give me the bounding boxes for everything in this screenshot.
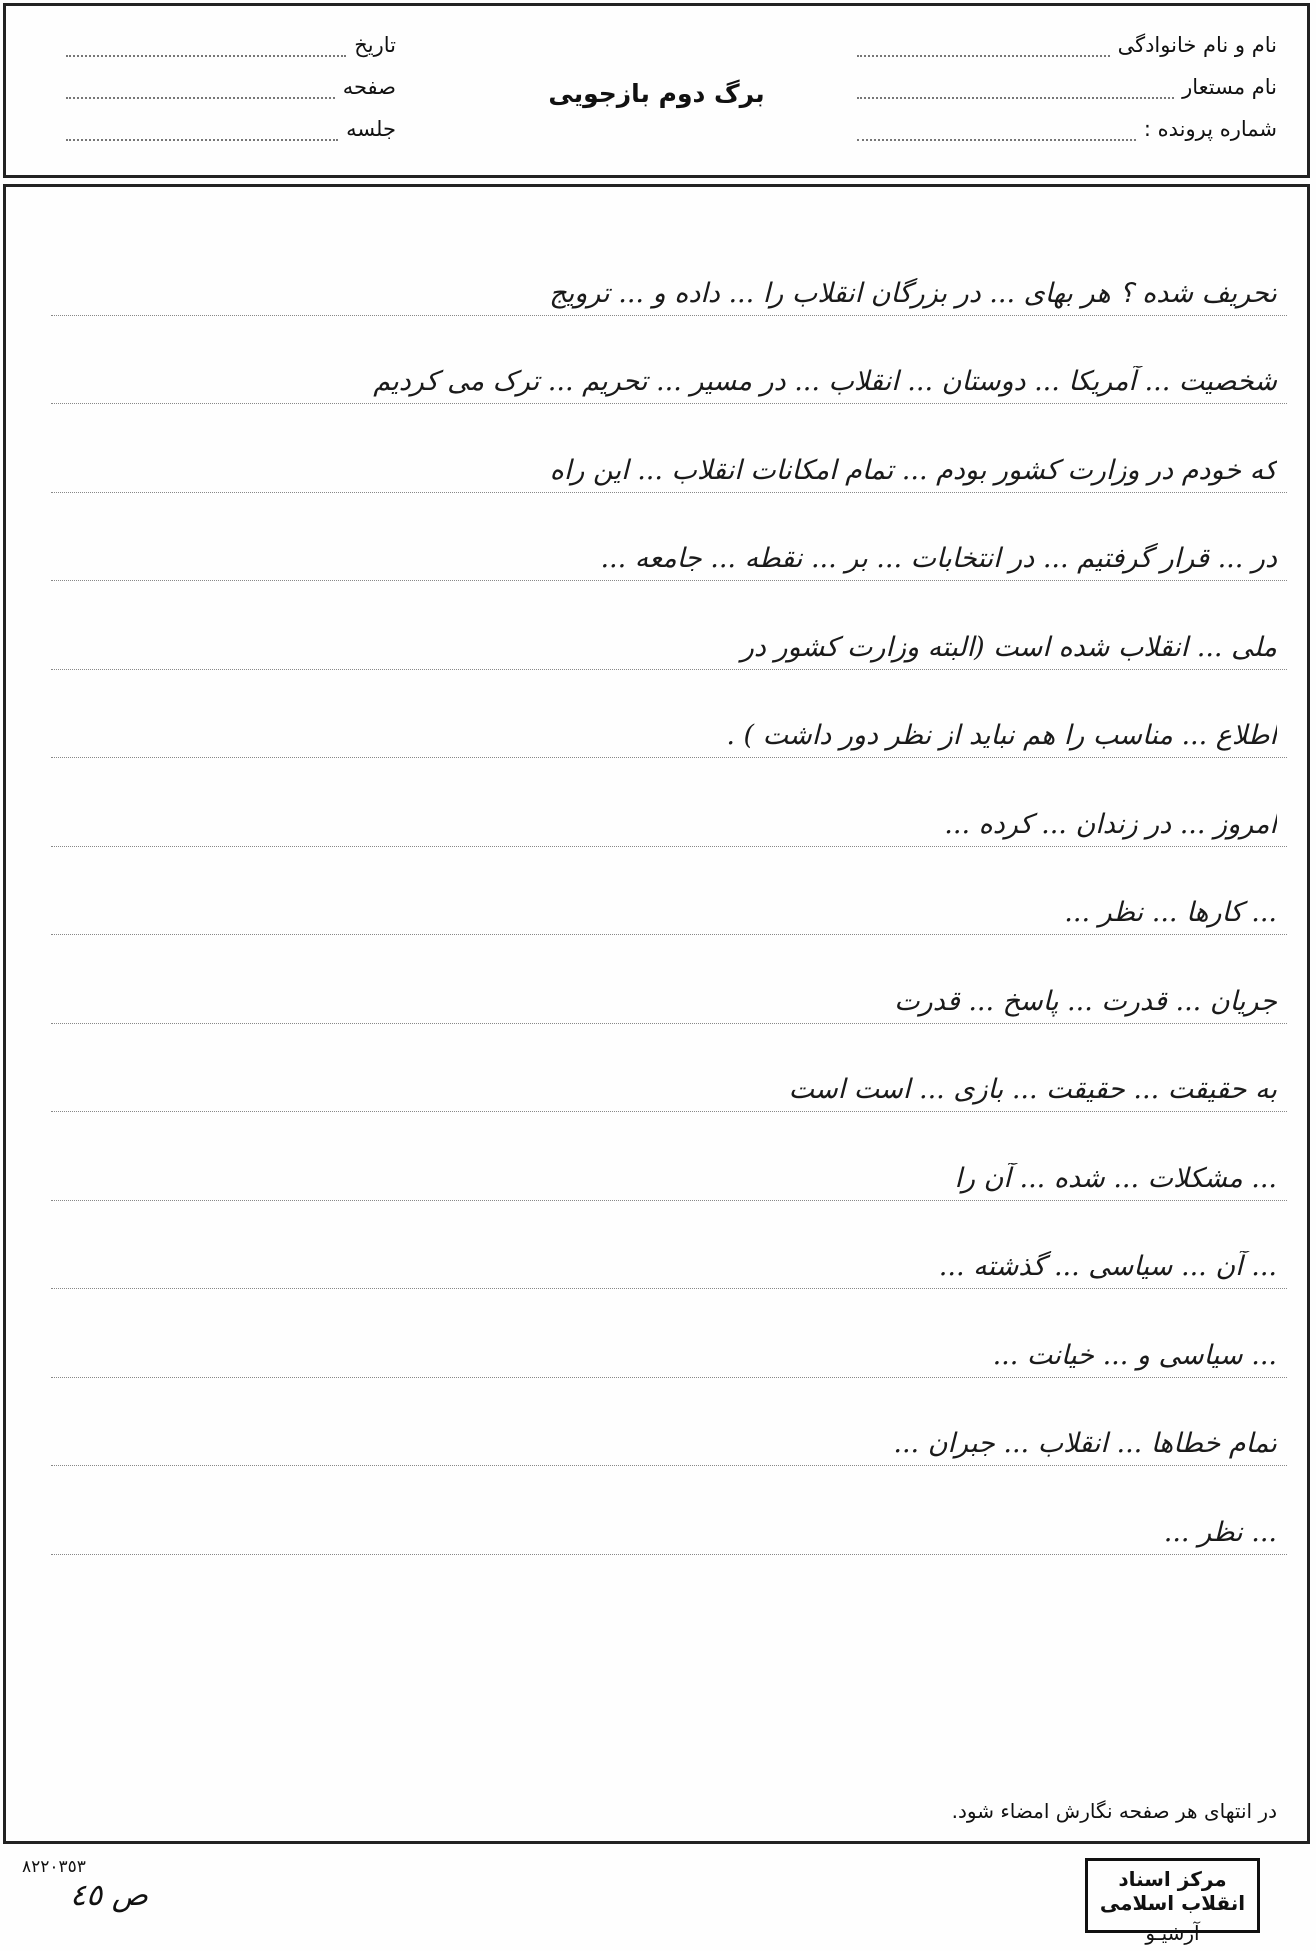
body-line (51, 758, 1287, 847)
handwritten-text: شخصیت ... آمریکا ... دوستان ... انقلاب ... در مسیر ... تحریم ... ترک می کردیم (373, 366, 1277, 397)
body-line (51, 404, 1287, 493)
body-line (51, 581, 1287, 670)
body-line (51, 1024, 1287, 1113)
body-line (51, 316, 1287, 405)
page-field-row (66, 66, 396, 108)
body-line (51, 847, 1287, 936)
header-left-fields (66, 24, 396, 150)
body-line (51, 1378, 1287, 1467)
handwritten-text: ملی ... انقلاب شده است (البته وزارت کشور در (740, 631, 1277, 663)
handwritten-text: تمام خطاها ... انقلاب ... جبران ... (893, 1428, 1277, 1459)
body-line (51, 1466, 1287, 1555)
handwritten-text: اطلاع ... مناسب را هم نباید از نظر دور داشت ) . (726, 720, 1277, 751)
date-label: تاریخ (354, 33, 396, 57)
handwritten-text: به حقیقت ... حقیقت ... بازی ... است است (788, 1074, 1277, 1105)
body-line (51, 1289, 1287, 1378)
body-line (51, 227, 1287, 316)
handwritten-text: ... مشکلات ... شده ... آن را (954, 1162, 1277, 1194)
handwritten-text: جریان ... قدرت ... پاسخ ... قدرت (894, 985, 1277, 1017)
file-number-field-line (857, 117, 1136, 141)
session-field-row (66, 108, 396, 150)
body-line (51, 935, 1287, 1024)
name-field-line (857, 33, 1110, 57)
signature-instruction: در انتهای هر صفحه نگارش امضاء شود. (951, 1799, 1277, 1823)
ruled-lines (51, 227, 1287, 1841)
file-number-field-row (857, 108, 1277, 150)
handwritten-text: امروز ... در زندان ... کرده ... (944, 808, 1277, 840)
body-line (51, 670, 1287, 759)
body-line (51, 1201, 1287, 1290)
stamp-org-name: مرکز اسناد انقلاب اسلامی (1099, 1867, 1246, 1915)
document-code: ٨٢٢٠٣٥٣ (22, 1857, 86, 1877)
date-field-row (66, 24, 396, 66)
session-label: جلسه (346, 117, 396, 141)
handwritten-text: تحریف شده ؟ هر بهای ... در بزرگان انقلاب را ... داده و ... ترویج (549, 277, 1277, 309)
stamp-archive-label: آرشیـو (1145, 1921, 1200, 1945)
handwritten-page-mark: ص ٤٥ (70, 1878, 149, 1913)
handwritten-text: ... سیاسی و ... خیانت ... (992, 1339, 1277, 1371)
handwritten-text: ... آن ... سیاسی ... گذشته ... (938, 1251, 1277, 1282)
form-header (3, 3, 1310, 178)
page-label: صفحه (342, 75, 396, 99)
archive-stamp (1085, 1858, 1260, 1945)
body-line (51, 493, 1287, 582)
date-field-line (66, 33, 346, 57)
name-field-row (857, 24, 1277, 66)
handwritten-text: ... کارها ... نظر ... (1064, 897, 1277, 928)
page-field-line (66, 75, 335, 99)
handwritten-text: ... نظر ... (1163, 1516, 1277, 1548)
handwritten-text: در ... قرار گرفتیم ... در انتخابات ... بر ... نقطه ... جامعه ... (600, 543, 1277, 574)
handwritten-text: که خودم در وزارت کشور بودم ... تمام امکانات انقلاب ... این راه (549, 454, 1277, 486)
form-title: برگ دوم بازجویی (548, 79, 765, 108)
name-label: نام و نام خانوادگی (1117, 33, 1277, 57)
handwritten-body (3, 184, 1310, 1844)
session-field-line (66, 117, 338, 141)
alias-label: نام مستعار (1182, 75, 1277, 99)
file-number-label: شماره پرونده : (1143, 117, 1277, 141)
body-line (51, 1112, 1287, 1201)
